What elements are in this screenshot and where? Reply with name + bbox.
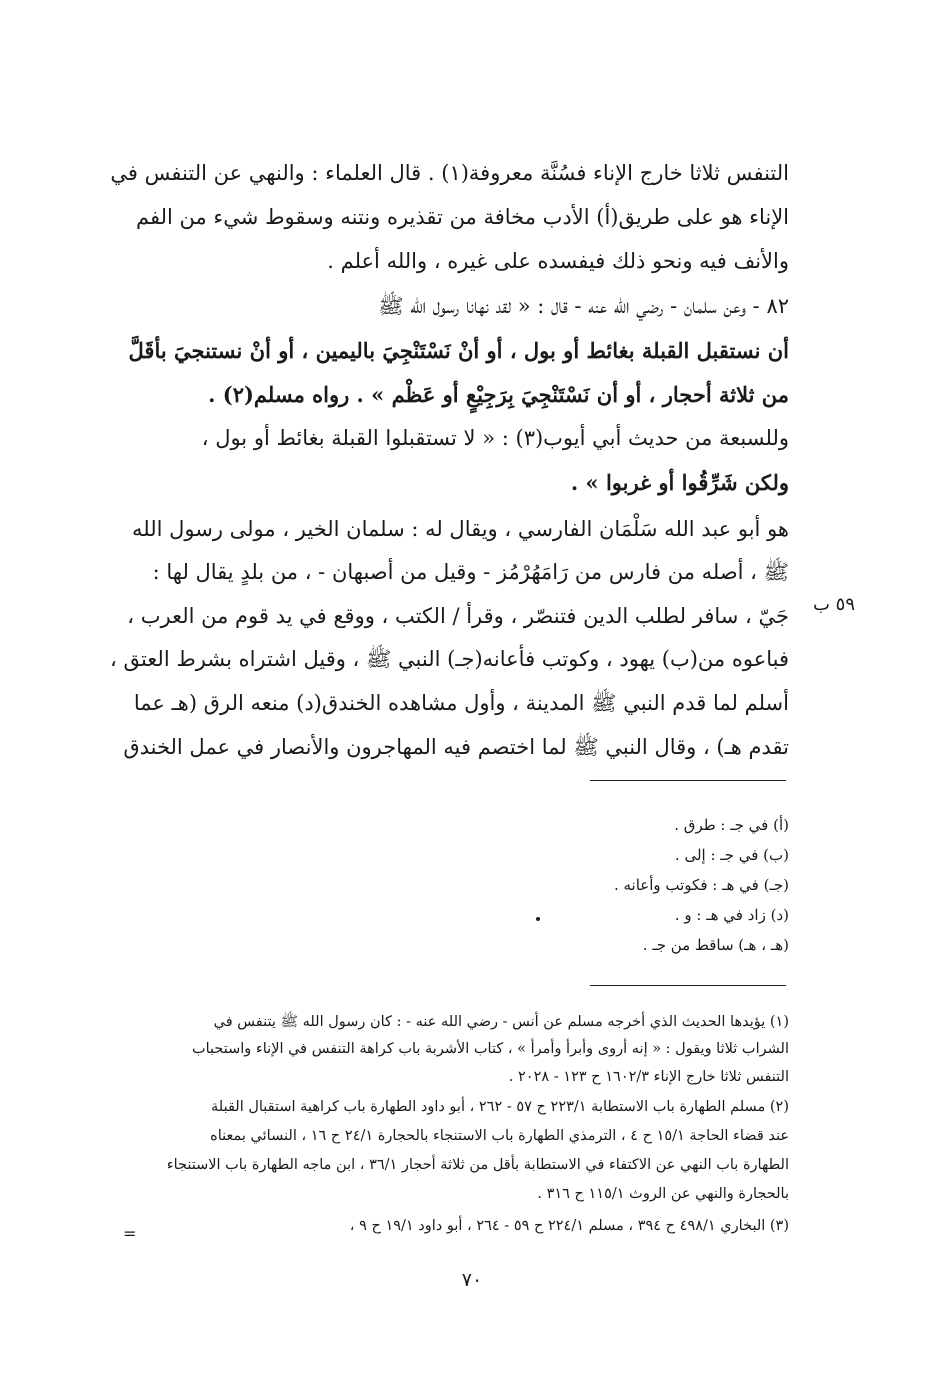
variants-separator (590, 780, 786, 781)
footnote-1-line-3: التنفس ثلاثا خارج الإناء ١٦٠٢/٣ ح ١٢٣ - ٢٠٢٨ . (508, 1069, 789, 1085)
footnote-3-line-1: (٣) البخاري ٤٩٨/١ ح ٣٩٤ ، مسلم ٢٢٤/١ ح ٥٩ - ٢٦٤ ، أبو داود ١٩/١ ح ٩ ، (349, 1218, 789, 1234)
biography-line-5: أسلم لما قدم النبي ﷺ المدينة ، وأول مشاهده الخندق(د) منعه الرق (هـ عما (133, 691, 789, 715)
page-number: ٧٠ (461, 1269, 483, 1291)
hadith-82-line-1: ٨٢ - وعن سلمان - رضي الله عنه - قال : « لقد نهانا رسول الله ﷺ (378, 294, 789, 318)
variant-e: (هـ ، هـ) ساقط من جـ . (642, 936, 789, 954)
variant-b: (ب) في جـ : إلى . (674, 846, 789, 864)
body-line-3: والأنف فيه ونحو ذلك فيفسده على غيره ، والله أعلم . (327, 249, 789, 273)
variant-a: (أ) في جـ : طرق . (674, 816, 789, 834)
biography-line-4: فباعوه من(ب) يهود ، وكوتب فأعانه(جـ) النبي ﷺ ، وقيل اشتراه بشرط العتق ، (109, 647, 789, 671)
footnote-2-line-3: الطهارة باب النهي عن الاكتفاء في الاستطابة بأقل من ثلاثة أحجار ٣٦/١ ، ابن ماجه الطهارة باب الاستنجاء (166, 1157, 789, 1173)
footnote-2-line-4: بالحجارة والنهي عن الروث ١١٥/١ ح ٣١٦ . (537, 1186, 789, 1202)
hadith-82-line-4: وللسبعة من حديث أبي أيوب(٣) : « لا تستقبلوا القبلة بغائط أو بول ، (201, 426, 789, 450)
biography-line-2: ﷺ ، أصله من فارس من رَامَهُرْمُز - وقيل من أصبهان - ، من بلدٍ يقال لها : (152, 560, 789, 584)
body-line-2: الإناء هو على طريق(أ) الأدب مخافة من تقذيره ونتنه وسقوط شيء من الفم (136, 205, 789, 229)
body-line-1: التنفس ثلاثا خارج الإناء فسُنَّة معروفة(١) . قال العلماء : والنهي عن التنفس في (110, 161, 789, 185)
hadith-82-line-3: من ثلاثة أحجار ، أو أن نَسْتَنْجِيَ بِرَجِيْعٍ أو عَظْم » . رواه مسلم(٢) . (208, 382, 789, 407)
variant-d: (د) زاد في هـ : و . (674, 906, 789, 924)
continuation-mark: = (123, 1224, 137, 1243)
footnote-1-line-2: الشراب ثلاثا ويقول : « إنه أروى وأبرأ وأمرأ » ، كتاب الأشربة باب كراهة التنفس في الإناء واستحباب (191, 1041, 789, 1057)
hadith-82-line-2: أن نستقبل القبلة بغائط أو بول ، أو أنْ نَسْتَنْجِيَ باليمين ، أو أنْ نستنجيَ بأقَلَّ (128, 338, 789, 363)
hadith-82-line-5: ولكن شَرِّقُوا أو غربوا » . (570, 470, 789, 495)
footnotes-separator (590, 985, 786, 986)
footnote-2-line-2: عند قضاء الحاجة ١٥/١ ح ٤ ، الترمذي الطهارة باب الاستنجاء بالحجارة ٢٤/١ ح ١٦ ، النسائي بمعناه (210, 1128, 789, 1144)
biography-line-1: هو أبو عبد الله سَلْمَان الفارسي ، ويقال له : سلمان الخير ، مولى رسول الله (132, 517, 789, 541)
biography-line-3: جَيّ ، سافر لطلب الدين فتنصّر ، وقرأ / الكتب ، ووقع في يد قوم من العرب ، (127, 604, 789, 628)
biography-line-6: تقدم هـ) ، وقال النبي ﷺ لما اختصم فيه المهاجرون والأنصار في عمل الخندق (123, 735, 789, 759)
folio-margin-note: ٥٩ ب (813, 594, 856, 615)
footnote-2-line-1: (٢) مسلم الطهارة باب الاستطابة ٢٢٣/١ ح ٥٧ - ٢٦٢ ، أبو داود الطهارة باب كراهية استقبال القبلة (211, 1099, 789, 1115)
stray-dot (536, 917, 540, 921)
variant-c: (جـ) في هـ : فكوتب وأعانه . (613, 876, 789, 894)
footnote-1-line-1: (١) يؤيدها الحديث الذي أخرجه مسلم عن أنس - رضي الله عنه - : كان رسول الله ﷺ يتنفس في (213, 1014, 789, 1030)
